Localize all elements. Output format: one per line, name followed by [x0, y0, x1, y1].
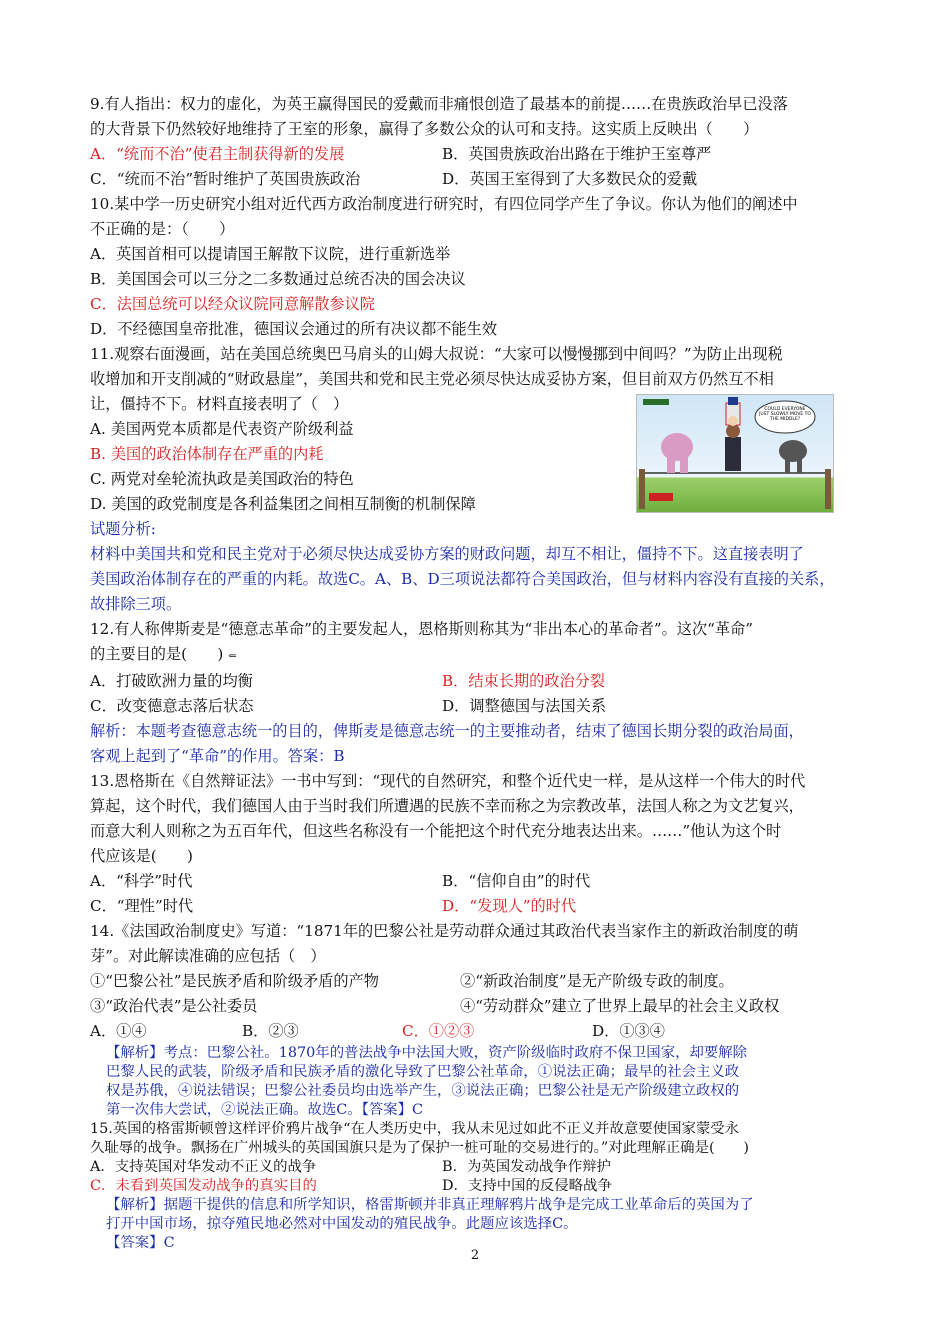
q10-stem-1: 10.某中学一历史研究小组对近代西方政治制度进行研究时，有四位同学产生了争议。你认为他们的阐述中: [90, 195, 798, 213]
q14-analysis-4: 第一次伟大尝试，②说法正确。故选C。【答案】C: [106, 1102, 424, 1118]
q12-stem-1: 12.有人称俾斯麦是“德意志革命”的主要发起人，恩格斯则称其为“非出本心的革命者”。这次“革命”: [90, 620, 754, 638]
q12-stem-2: 的主要目的是( ): [90, 645, 224, 663]
q10-stem-2: 不正确的是：（ ）: [90, 220, 235, 238]
question-9: [90, 92, 880, 192]
q14-statement-2: ②“新政治制度”是无产阶级专政的制度。: [460, 972, 734, 990]
q11-option-b: B. 美国的政治体制存在严重的内耗: [90, 445, 324, 463]
q11-analysis-title: 试题分析:: [90, 520, 156, 538]
q13-stem-4: 代应该是( ): [90, 847, 193, 865]
q12-analysis-1: 解析：本题考查德意志统一的目的，俾斯麦是德意志统一的主要推动者，结束了德国长期分裂的政治局面，: [90, 722, 804, 740]
cartoon-speech-bubble: COULD EVERYONE JUST SLOWLY MOVE TO THE MIDDLE?: [759, 407, 811, 422]
question-15: [90, 1120, 880, 1253]
political-cartoon-image: [636, 394, 834, 513]
q9-option-d: D．英国王室得到了大多数民众的爱戴: [442, 170, 698, 188]
q14-statement-4: ④“劳动群众”建立了世界上最早的社会主义政权: [460, 997, 780, 1015]
q14-stem-1: 14.《法国政治制度史》写道：“1871年的巴黎公社是劳动群众通过其政治代表当家作主的新政治制度的萌: [90, 922, 799, 940]
q12-option-c: C．改变德意志落后状态: [90, 697, 254, 715]
q11-stem-3: 让，僵持不下。材料直接表明了（ ）: [90, 395, 349, 413]
q14-option-a: A．①④: [90, 1022, 147, 1040]
q14-statement-1: ①“巴黎公社”是民族矛盾和阶级矛盾的产物: [90, 972, 379, 990]
q14-statement-3: ③“政治代表”是公社委员: [90, 997, 258, 1015]
q15-option-d: D．支持中国的反侵略战争: [442, 1178, 612, 1194]
q15-option-b: B．为英国发动战争作辩护: [442, 1159, 611, 1175]
question-10: [90, 192, 880, 342]
q14-analysis-2: 巴黎人民的武装，阶级矛盾和民族矛盾的激化导致了巴黎公社革命，①说法正确；最早的社会主义政: [106, 1064, 740, 1080]
question-14: [90, 919, 880, 1120]
q9-option-a: A．“统而不治”使君主制获得新的发展: [90, 145, 345, 163]
q15-analysis-1: 【解析】据题干提供的信息和所学知识，格雷斯顿并非真正理解鸦片战争是完成工业革命后的英国为了: [106, 1197, 754, 1213]
q10-option-c: C．法国总统可以经众议院同意解散参议院: [90, 295, 375, 313]
q11-stem-2: 收增加和开支削减的“财政悬崖”，美国共和党和民主党必须尽快达成妥协方案，但目前双方仍然互不相: [90, 370, 774, 388]
q9-stem-2: 的大背景下仍然较好地维持了王室的形象，赢得了多数公众的认可和支持。这实质上反映出（ ）: [90, 120, 759, 138]
q11-stem-1: 11.观察右面漫画，站在美国总统奥巴马肩头的山姆大叔说：“大家可以慢慢挪到中间吗？”为防止出现税: [90, 345, 783, 363]
q12-analysis-2: 客观上起到了“革命”的作用。答案：B: [90, 747, 345, 765]
q14-analysis-3: 权是苏俄，④说法错误；巴黎公社委员均由选举产生，③说法正确；巴黎公社是无产阶级建立政权的: [106, 1083, 740, 1099]
q10-option-d: D．不经德国皇帝批准，德国议会通过的所有决议都不能生效: [90, 320, 498, 338]
q14-option-d: D．①③④: [592, 1022, 665, 1040]
q15-analysis-2: 打开中国市场，掠夺殖民地必然对中国发动的殖民战争。此题应该选择C。: [106, 1216, 578, 1232]
q12-option-d: D．调整德国与法国关系: [442, 697, 607, 715]
q14-option-b: B．②③: [242, 1022, 299, 1040]
q15-stem-2: 久耻辱的战争。飘扬在广州城头的英国国旗只是为了保护一桩可耻的交易进行的。”对此理解正确是( ): [90, 1140, 749, 1156]
q13-option-b: B．“信仰自由”的时代: [442, 872, 591, 890]
q15-option-a: A．支持英国对华发动不正义的战争: [90, 1159, 317, 1175]
q11-option-a: A. 美国两党本质都是代表资产阶级利益: [90, 420, 354, 438]
q13-stem-2: 算起，这个时代，我们德国人由于当时我们所遭遇的民族不幸而称之为宗教改革，法国人称之为文艺复兴，: [90, 797, 804, 815]
q12-option-a: A．打破欧洲力量的均衡: [90, 672, 253, 690]
q11-option-d: D. 美国的政党制度是各利益集团之间相互制衡的机制保障: [90, 495, 476, 513]
question-13: [90, 769, 880, 919]
q10-option-b: B．美国国会可以三分之二多数通过总统否决的国会决议: [90, 270, 466, 288]
q11-option-c: C. 两党对垒轮流执政是美国政治的特色: [90, 470, 354, 488]
q14-option-c: C．①②③: [402, 1022, 475, 1040]
q10-option-a: A．英国首相可以提请国王解散下议院，进行重新选举: [90, 245, 451, 263]
q13-stem-1: 13.恩格斯在《自然辩证法》一书中写到：“现代的自然研究，和整个近代史一样，是从这样一个伟大的时代: [90, 772, 806, 790]
q9-option-c: C．“统而不治”暂时维护了英国贵族政治: [90, 170, 361, 188]
q15-answer: 【答案】C: [106, 1235, 175, 1251]
q9-option-b: B．英国贵族政治出路在于维护王室尊严: [442, 145, 712, 163]
q12-option-b: B．结束长期的政治分裂: [442, 672, 606, 690]
exam-page: [90, 92, 880, 1253]
q11-analysis-1: 材料中美国共和党和民主党对于必须尽快达成妥协方案的财政问题，却互不相让，僵持不下。这直接表明了: [90, 545, 804, 563]
q9-stem-1: 9.有人指出：权力的虚化，为英王赢得国民的爱戴而非痛恨创造了最基本的前提……在贵族政治早已没落: [90, 95, 788, 113]
page-number: 2: [470, 1248, 480, 1263]
q13-option-d: D．“发现人”的时代: [442, 897, 577, 915]
q14-stem-2: 芽”。对此解读准确的应包括（ ）: [90, 947, 326, 965]
q11-analysis-2: 美国政治体制存在的严重的内耗。故选C。A、B、D三项说法都符合美国政治，但与材料内容没有直接的关系，: [90, 570, 835, 588]
question-11: [90, 342, 880, 617]
q12-edit-mark: ⇐: [228, 651, 237, 662]
q15-option-c: C．未看到英国发动战争的真实目的: [90, 1178, 317, 1194]
q13-option-a: A．“科学”时代: [90, 872, 193, 890]
q15-stem-1: 15.英国的格雷斯顿曾这样评价鸦片战争“在人类历史中，我从未见过如此不正义并故意要使国家蒙受永: [90, 1121, 740, 1137]
q13-option-c: C．“理性”时代: [90, 897, 194, 915]
q13-stem-3: 而意大利人则称之为五百年代，但这些名称没有一个能把这个时代充分地表达出来。……”他认为这个时: [90, 822, 782, 840]
question-12: [90, 617, 880, 769]
q14-analysis-1: 【解析】考点：巴黎公社。1870年的普法战争中法国大败，资产阶级临时政府不保卫国家，却要解除: [106, 1045, 748, 1061]
q11-analysis-3: 故排除三项。: [90, 595, 182, 613]
